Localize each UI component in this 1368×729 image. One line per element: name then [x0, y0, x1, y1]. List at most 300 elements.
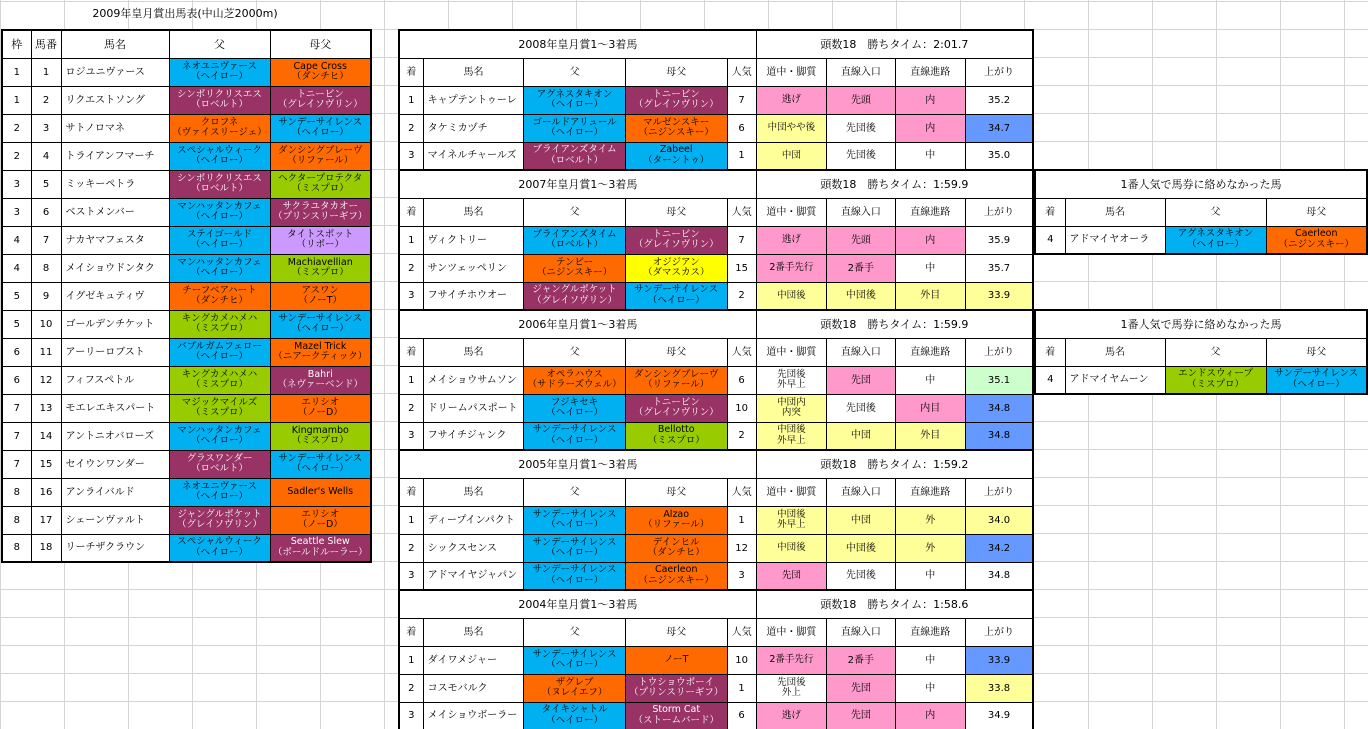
table-row [399, 506, 1033, 534]
pos-header: 着 [1035, 198, 1065, 226]
table-row [1035, 226, 1367, 254]
result-info: 頭数18 勝ちタイム：1:59.9 [756, 170, 1033, 198]
popularity-cell: 6 [727, 702, 756, 729]
path-cell: 内 [895, 86, 965, 114]
sire-cell: テンビー （ニジンスキー） [524, 254, 626, 282]
horse-name-cell: アドマイヤオーラ [1065, 226, 1165, 254]
horse-name-cell: ドリームパスポート [423, 394, 524, 422]
pos-cell: 1 [399, 506, 423, 534]
waku-cell: 5 [2, 282, 31, 310]
popularity-cell: 12 [727, 534, 756, 562]
sire-cell: マジックマイルズ （ミスプロ） [169, 394, 270, 422]
damsire-cell: Storm Cat （ストームバード） [625, 702, 727, 729]
pace-cell: 中団後 外早上 [756, 422, 826, 450]
result-table [398, 589, 1034, 729]
umaban-cell: 4 [31, 142, 61, 170]
entry-header: 直線入口 [827, 198, 895, 226]
waku-cell: 4 [2, 226, 31, 254]
umaban-cell: 13 [31, 394, 61, 422]
waku-cell: 4 [2, 254, 31, 282]
table-row [2, 58, 371, 86]
pace-cell: 先団 [756, 562, 826, 590]
table-row [2, 478, 371, 506]
popularity-cell: 6 [727, 114, 756, 142]
pos-cell: 4 [1035, 366, 1065, 394]
pace-cell: 2番手先行 [756, 646, 826, 674]
result-table [398, 309, 1034, 451]
entry-cell: 先団 [827, 366, 895, 394]
damsire-cell: トニービン （グレイソヴリン） [625, 394, 727, 422]
path-cell: 中 [895, 646, 965, 674]
path-cell: 内目 [895, 394, 965, 422]
damsire-cell: Seattle Slew （ボールドルーラー） [270, 534, 371, 562]
damsire-header: 母父 [1266, 198, 1367, 226]
table-row [399, 254, 1033, 282]
path-cell: 内 [895, 114, 965, 142]
umaban-cell: 8 [31, 254, 61, 282]
damsire-cell: アスワン （ノーT） [270, 282, 371, 310]
horse-name-cell: サンツェッペリン [423, 254, 524, 282]
pace-cell: 逃げ [756, 702, 826, 729]
damsire-cell: サンデーサイレンス （ヘイロー） [1266, 366, 1367, 394]
horse-name-cell: コスモバルク [423, 674, 524, 702]
entry-cell: 中団後 [827, 282, 895, 310]
waku-cell: 7 [2, 450, 31, 478]
table-row [2, 142, 371, 170]
path-cell: 外 [895, 534, 965, 562]
horse-name-cell: アンライバルド [61, 478, 169, 506]
horse-name-cell: サトノロマネ [61, 114, 169, 142]
horse-name-cell: モエレエキスパート [61, 394, 169, 422]
last3f-cell: 34.0 [965, 506, 1033, 534]
waku-cell: 6 [2, 366, 31, 394]
table-row [399, 674, 1033, 702]
waku-cell: 8 [2, 478, 31, 506]
last3f-cell: 33.8 [965, 674, 1033, 702]
sire-cell: タイキシャトル （ヘイロー） [524, 702, 626, 729]
umaban-cell: 12 [31, 366, 61, 394]
last3f-cell: 35.1 [965, 366, 1033, 394]
damsire-header: 母父 [625, 618, 727, 646]
last3f-header: 上がり [965, 338, 1033, 366]
pace-cell: 中団やや後 [756, 114, 826, 142]
table-row [399, 422, 1033, 450]
table-row [2, 366, 371, 394]
waku-cell: 7 [2, 394, 31, 422]
damsire-cell: ノーT [625, 646, 727, 674]
result-info: 頭数18 勝ちタイム：1:58.6 [756, 590, 1033, 618]
table-row [2, 450, 371, 478]
popularity-header: 人気 [727, 618, 756, 646]
popularity-cell: 1 [727, 142, 756, 170]
sire-cell: ブライアンズタイム （ロベルト） [524, 226, 626, 254]
table-row [399, 142, 1033, 170]
pos-cell: 3 [399, 702, 423, 729]
horse-name-cell: シェーンヴァルト [61, 506, 169, 534]
sire-cell: ネオユニヴァース （ヘイロー） [169, 58, 270, 86]
waku-cell: 7 [2, 422, 31, 450]
pos-cell: 1 [399, 366, 423, 394]
damsire-cell: Machiavellian （ミスプロ） [270, 254, 371, 282]
damsire-cell: エリシオ （ノーD） [270, 394, 371, 422]
pos-cell: 1 [399, 86, 423, 114]
damsire-cell: Mazel Trick （ニアークティック） [270, 338, 371, 366]
horse-name-header: 馬名 [1065, 338, 1165, 366]
path-header: 直線進路 [895, 198, 965, 226]
damsire-cell: サンデーサイレンス （ヘイロー） [270, 450, 371, 478]
damsire-cell: Bahri （ネヴァーベンド） [270, 366, 371, 394]
sire-cell: キングカメハメハ （ミスプロ） [169, 366, 270, 394]
sire-header: 父 [524, 478, 626, 506]
sire-cell: シンボリクリスエス （ロベルト） [169, 170, 270, 198]
sire-cell: ネオユニヴァース （ヘイロー） [169, 478, 270, 506]
sire-header: 父 [524, 618, 626, 646]
pace-header: 道中・脚質 [756, 198, 826, 226]
entry-cell: 中団 [827, 506, 895, 534]
result-info: 頭数18 勝ちタイム：1:59.2 [756, 450, 1033, 478]
sire-cell: サンデーサイレンス （ヘイロー） [524, 422, 626, 450]
horse-name-cell: タケミカヅチ [423, 114, 524, 142]
horse-name-cell: イグゼキュティヴ [61, 282, 169, 310]
pos-cell: 1 [399, 226, 423, 254]
umaban-cell: 17 [31, 506, 61, 534]
pace-header: 道中・脚質 [756, 478, 826, 506]
table-row [399, 366, 1033, 394]
popularity-header: 人気 [727, 198, 756, 226]
horse-name-header: 馬名 [423, 478, 524, 506]
last3f-cell: 33.9 [965, 282, 1033, 310]
table-row [2, 198, 371, 226]
umaban-cell: 7 [31, 226, 61, 254]
table-row [399, 562, 1033, 590]
unplaced-favorite-table [1034, 309, 1368, 395]
table-row [2, 114, 371, 142]
result-table [398, 449, 1034, 591]
table-row [2, 338, 371, 366]
path-cell: 外 [895, 506, 965, 534]
entry-cell: 先頭 [827, 86, 895, 114]
damsire-cell: Caerleon （ニジンスキー） [1266, 226, 1367, 254]
popularity-cell: 2 [727, 422, 756, 450]
damsire-cell: オジジアン （ダマスカス） [625, 254, 727, 282]
table-row [2, 170, 371, 198]
sire-cell: ステイゴールド （ヘイロー） [169, 226, 270, 254]
umaban-cell: 18 [31, 534, 61, 562]
sire-cell: サンデーサイレンス （ヘイロー） [524, 506, 626, 534]
horse-name-header: 馬名 [423, 338, 524, 366]
horse-name-cell: フサイチジャンク [423, 422, 524, 450]
damsire-cell: サンデーサイレンス （ヘイロー） [625, 282, 727, 310]
horse-name-cell: トライアンフマーチ [61, 142, 169, 170]
umaban-cell: 6 [31, 198, 61, 226]
sire-cell: チーフベアハート （ダンチヒ） [169, 282, 270, 310]
damsire-cell: タイトスポット （リボー） [270, 226, 371, 254]
horse-name-cell: キャプテントゥーレ [423, 86, 524, 114]
entry-header: 直線入口 [827, 338, 895, 366]
pos-cell: 3 [399, 422, 423, 450]
table-row [2, 226, 371, 254]
last3f-cell: 35.7 [965, 254, 1033, 282]
last3f-cell: 35.0 [965, 142, 1033, 170]
table-row [399, 702, 1033, 729]
path-header: 直線進路 [895, 58, 965, 86]
result-info: 頭数18 勝ちタイム：1:59.9 [756, 310, 1033, 338]
pos-cell: 2 [399, 394, 423, 422]
popularity-cell: 1 [727, 506, 756, 534]
result-title: 2007年皇月賞1～3着馬 [399, 170, 756, 198]
result-table [398, 169, 1034, 311]
sire-cell: バブルガムフェロー （ヘイロー） [169, 338, 270, 366]
pos-cell: 4 [1035, 226, 1065, 254]
sire-cell: サンデーサイレンス （ヘイロー） [524, 646, 626, 674]
sire-cell: マンハッタンカフェ （ヘイロー） [169, 422, 270, 450]
pace-header: 道中・脚質 [756, 58, 826, 86]
horse-name-cell: アントニオバローズ [61, 422, 169, 450]
umaban-header: 馬番 [31, 30, 61, 58]
pace-header: 道中・脚質 [756, 338, 826, 366]
table-row [2, 254, 371, 282]
result-title-row [399, 170, 1033, 198]
path-cell: 中 [895, 674, 965, 702]
sire-cell: マンハッタンカフェ （ヘイロー） [169, 198, 270, 226]
last3f-header: 上がり [965, 58, 1033, 86]
damsire-cell: Alzao （リファール） [625, 506, 727, 534]
table-row [2, 282, 371, 310]
pos-header: 着 [399, 58, 423, 86]
pos-cell: 1 [399, 646, 423, 674]
damsire-cell: サンデーサイレンス （ヘイロー） [270, 114, 371, 142]
sire-cell: エンドスウィープ （ミスプロ） [1165, 366, 1266, 394]
damsire-cell: ダンシングブレーヴ （リファール） [625, 366, 727, 394]
pace-header: 道中・脚質 [756, 618, 826, 646]
result-title: 2008年皇月賞1～3着馬 [399, 30, 756, 58]
popularity-cell: 1 [727, 674, 756, 702]
table-row [2, 394, 371, 422]
damsire-cell: デインヒル （ダンチヒ） [625, 534, 727, 562]
damsire-cell: サクラユタカオー （プリンスリーギフ） [270, 198, 371, 226]
horse-name-cell: ダイワメジャー [423, 646, 524, 674]
sire-header: 父 [1165, 198, 1266, 226]
horse-name-cell: ベストメンバー [61, 198, 169, 226]
entry-cell: 先団後 [827, 142, 895, 170]
horse-name-cell: ゴールデンチケット [61, 310, 169, 338]
damsire-header: 母父 [625, 198, 727, 226]
sire-cell: ジャングルポケット （グレイソヴリン） [169, 506, 270, 534]
horse-name-cell: セイウンワンダー [61, 450, 169, 478]
path-header: 直線進路 [895, 478, 965, 506]
entry-cell: 先頭 [827, 226, 895, 254]
result-table [398, 29, 1034, 171]
path-header: 直線進路 [895, 618, 965, 646]
last3f-cell: 34.8 [965, 422, 1033, 450]
waku-cell: 1 [2, 58, 31, 86]
sire-cell: ゴールドアリュール （ヘイロー） [524, 114, 626, 142]
horse-name-cell: アドマイヤジャパン [423, 562, 524, 590]
pos-cell: 3 [399, 282, 423, 310]
pos-header: 着 [1035, 338, 1065, 366]
entry-table [1, 29, 372, 563]
waku-cell: 2 [2, 142, 31, 170]
result-title-row [399, 310, 1033, 338]
sire-cell: アグネスタキオン （ヘイロー） [524, 86, 626, 114]
horse-name-cell: アドマイヤムーン [1065, 366, 1165, 394]
pace-cell: 中団後 [756, 282, 826, 310]
sire-cell: フジキセキ （ヘイロー） [524, 394, 626, 422]
unplaced-favorite-title: 1番人気で馬券に絡めなかった馬 [1035, 170, 1367, 198]
damsire-header: 母父 [270, 30, 371, 58]
waku-header: 枠 [2, 30, 31, 58]
unplaced-favorite-title: 1番人気で馬券に絡めなかった馬 [1035, 310, 1367, 338]
umaban-cell: 10 [31, 310, 61, 338]
popularity-cell: 15 [727, 254, 756, 282]
last3f-cell: 34.7 [965, 114, 1033, 142]
entry-cell: 2番手 [827, 646, 895, 674]
header-row [399, 618, 1033, 646]
horse-name-cell: フサイチホウオー [423, 282, 524, 310]
damsire-cell: Caerleon （ニジンスキー） [625, 562, 727, 590]
last3f-cell: 34.2 [965, 534, 1033, 562]
last3f-cell: 34.9 [965, 702, 1033, 729]
damsire-cell: Cape Cross （ダンチヒ） [270, 58, 371, 86]
entry-cell: 先団後 [827, 562, 895, 590]
sire-cell: アグネスタキオン （ヘイロー） [1165, 226, 1266, 254]
sire-cell: グラスワンダー （ロベルト） [169, 450, 270, 478]
horse-name-header: 馬名 [423, 618, 524, 646]
header-row [2, 30, 371, 58]
pace-cell: 2番手先行 [756, 254, 826, 282]
last3f-cell: 34.8 [965, 562, 1033, 590]
last3f-header: 上がり [965, 618, 1033, 646]
popularity-header: 人気 [727, 58, 756, 86]
page-title: 2009年皇月賞出馬表(中山芝2000m) [92, 7, 278, 20]
entry-cell: 2番手 [827, 254, 895, 282]
damsire-header: 母父 [625, 58, 727, 86]
damsire-header: 母父 [1266, 338, 1367, 366]
sire-cell: マンハッタンカフェ （ヘイロー） [169, 254, 270, 282]
entry-cell: 先団後 [827, 394, 895, 422]
damsire-cell: ヘクタープロテクタ （ミスプロ） [270, 170, 371, 198]
waku-cell: 5 [2, 310, 31, 338]
table-row [2, 506, 371, 534]
path-cell: 中 [895, 366, 965, 394]
pos-header: 着 [399, 338, 423, 366]
result-title-row [399, 590, 1033, 618]
last3f-cell: 34.8 [965, 394, 1033, 422]
damsire-header: 母父 [625, 478, 727, 506]
damsire-cell: Kingmambo （ミスプロ） [270, 422, 371, 450]
sire-cell: サンデーサイレンス （ヘイロー） [524, 534, 626, 562]
sire-cell: スペシャルウィーク （ヘイロー） [169, 142, 270, 170]
pace-cell: 逃げ [756, 86, 826, 114]
sire-header: 父 [1165, 338, 1266, 366]
damsire-cell: サンデーサイレンス （ヘイロー） [270, 310, 371, 338]
horse-name-cell: メイショウボーラー [423, 702, 524, 729]
path-cell: 中 [895, 254, 965, 282]
popularity-header: 人気 [727, 478, 756, 506]
waku-cell: 6 [2, 338, 31, 366]
waku-cell: 1 [2, 86, 31, 114]
umaban-cell: 14 [31, 422, 61, 450]
umaban-cell: 15 [31, 450, 61, 478]
sire-header: 父 [169, 30, 270, 58]
pos-cell: 2 [399, 254, 423, 282]
pace-cell: 中団 [756, 142, 826, 170]
table-row [2, 86, 371, 114]
waku-cell: 2 [2, 114, 31, 142]
umaban-cell: 3 [31, 114, 61, 142]
popularity-cell: 2 [727, 282, 756, 310]
horse-name-cell: ミッキーペトラ [61, 170, 169, 198]
path-cell: 内 [895, 702, 965, 729]
pace-cell: 中団後 [756, 534, 826, 562]
result-info: 頭数18 勝ちタイム：2:01.7 [756, 30, 1033, 58]
pace-cell: 先団後 外早上 [756, 366, 826, 394]
popularity-header: 人気 [727, 338, 756, 366]
sire-cell: シンボリクリスエス （ロベルト） [169, 86, 270, 114]
horse-name-cell: リクエストソング [61, 86, 169, 114]
pace-cell: 中団後 外早上 [756, 506, 826, 534]
path-cell: 外目 [895, 282, 965, 310]
waku-cell: 3 [2, 170, 31, 198]
header-row [399, 198, 1033, 226]
entry-cell: 中団 [827, 422, 895, 450]
popularity-cell: 10 [727, 394, 756, 422]
last3f-header: 上がり [965, 478, 1033, 506]
sire-cell: ジャングルポケット （グレイソヴリン） [524, 282, 626, 310]
damsire-cell: ダンシングブレーヴ （リファール） [270, 142, 371, 170]
umaban-cell: 1 [31, 58, 61, 86]
waku-cell: 8 [2, 506, 31, 534]
entry-header: 直線入口 [827, 58, 895, 86]
pos-cell: 2 [399, 114, 423, 142]
result-title: 2006年皇月賞1～3着馬 [399, 310, 756, 338]
horse-name-cell: シックスセンス [423, 534, 524, 562]
horse-name-cell: メイショウサムソン [423, 366, 524, 394]
damsire-cell: マルゼンスキー （ニジンスキー） [625, 114, 727, 142]
sire-cell: キングカメハメハ （ミスプロ） [169, 310, 270, 338]
sire-header: 父 [524, 198, 626, 226]
header-row [399, 58, 1033, 86]
header-row [399, 338, 1033, 366]
horse-name-cell: マイネルチャールズ [423, 142, 524, 170]
horse-name-cell: フィフスペトル [61, 366, 169, 394]
entry-cell: 先団後 [827, 114, 895, 142]
pos-cell: 3 [399, 142, 423, 170]
sire-cell: ブライアンズタイム （ロベルト） [524, 142, 626, 170]
damsire-header: 母父 [625, 338, 727, 366]
damsire-cell: トニービン （グレイソヴリン） [625, 226, 727, 254]
waku-cell: 3 [2, 198, 31, 226]
horse-name-header: 馬名 [1065, 198, 1165, 226]
last3f-cell: 35.9 [965, 226, 1033, 254]
umaban-cell: 2 [31, 86, 61, 114]
result-title: 2005年皇月賞1～3着馬 [399, 450, 756, 478]
popularity-cell: 7 [727, 226, 756, 254]
pos-header: 着 [399, 478, 423, 506]
path-cell: 内 [895, 226, 965, 254]
sire-header: 父 [524, 58, 626, 86]
entry-cell: 先団 [827, 674, 895, 702]
horse-name-cell: アーリーロブスト [61, 338, 169, 366]
pos-header: 着 [399, 618, 423, 646]
table-row [399, 86, 1033, 114]
pos-header: 着 [399, 198, 423, 226]
pos-cell: 2 [399, 534, 423, 562]
table-row [399, 282, 1033, 310]
table-row [2, 534, 371, 562]
horse-name-cell: ヴィクトリー [423, 226, 524, 254]
damsire-cell: トニービン （グレイソヴリン） [270, 86, 371, 114]
